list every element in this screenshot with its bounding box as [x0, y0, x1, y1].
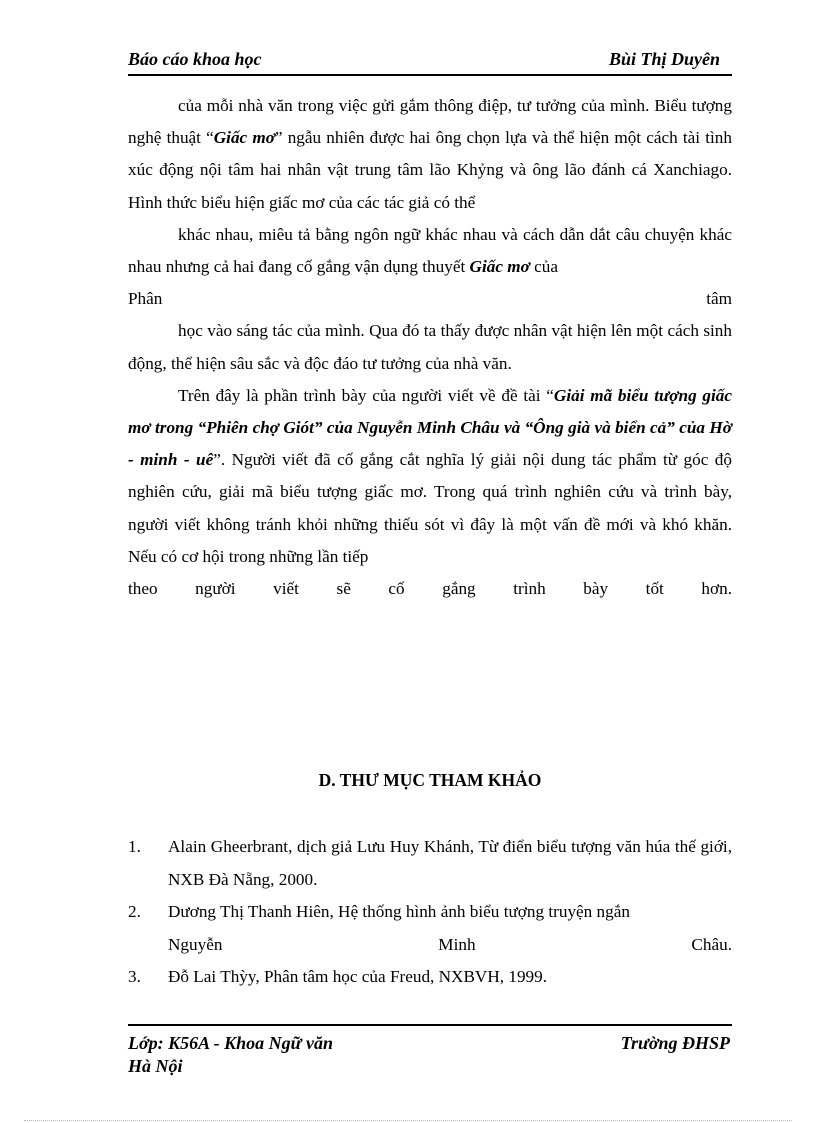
footer-class-line1: Lớp: K56A - Khoa Ngữ văn — [128, 1033, 333, 1053]
paragraph-2 — [128, 219, 732, 283]
reference-text: Alain Gheerbrant, dịch giả Lưu Huy Khánh, Từ điển biểu tượng văn húa thế giới, NXB Đà Nẵng, 2000. — [168, 837, 732, 889]
reference-item-2 — [128, 896, 732, 961]
reference-item-3 — [128, 961, 732, 994]
page-bottom-divider — [24, 1120, 792, 1121]
reference-list — [128, 831, 732, 994]
reference-text-last-line: Nguyễn Minh Châu. — [168, 934, 732, 954]
header-author: Bùi Thị Duyên — [608, 49, 720, 69]
references-heading: D. THƯ MỤC THAM KHẢO — [318, 770, 542, 790]
giac-mo-term-2: Giấc mơ — [469, 257, 530, 277]
paragraph-2-text-a: khác nhau, miêu tả bằng ngôn ngữ khác nhau và cách dẫn dắt câu chuyện khác nhau nhưng cả hai đang cố gắng vận dụng thuyết — [128, 224, 732, 277]
paragraph-1-text-a: Biểu tượng nghệ thuật “ — [128, 96, 732, 148]
reference-number: 3. — [128, 967, 141, 986]
reference-text: Đỗ Lai Thỳy, Phân tâm học của Freud, NXBVH, 1999. — [168, 967, 548, 986]
reference-item-1 — [128, 831, 732, 896]
paragraph-2-last-line: Phân tâm — [128, 289, 732, 309]
reference-number: 1. — [128, 837, 141, 856]
paragraph-1 — [128, 90, 732, 219]
reference-number: 2. — [128, 902, 141, 921]
paragraph-4-last-line: theo người viết sẽ cố gắng trình bày tốt hơn. — [128, 579, 732, 599]
footer-class-line2: Hà Nội — [128, 1056, 183, 1076]
paragraph-4 — [128, 380, 732, 573]
footer-class — [128, 1032, 333, 1078]
paragraph-3: học vào sáng tác của mình. Qua đó ta thấy được nhân vật hiện lên một cách sinh động, thể hiện sâu sắc và độc đáo tư tưởng của nhà văn. — [128, 321, 732, 373]
giac-mo-term: Giấc mơ — [213, 128, 275, 148]
paragraph-1-text-c: ” ngẫu nhiên được hai ông chọn lựa và thể hiện một cách tài tình xúc động nội tâm hai nhân vật trung tâm lão Khỷng và ông lão đánh cá Xanchiago. Hình thức biểu hiện giấc mơ của các tác giả có thể — [128, 128, 732, 212]
reference-text: Dương Thị Thanh Hiên, Hệ thống hình ảnh biểu tượng truyện ngắn — [168, 902, 630, 921]
footer-school: Trường ĐHSP — [620, 1033, 730, 1053]
paragraph-2-text-c: của — [529, 257, 558, 277]
page-footer — [128, 1024, 732, 1076]
topic-title: Giải mã biểu tượng giấc mơ trong “Phiên chợ Giót” của Nguyễn Minh Châu và “Ông già và biển cả” của Hờ - minh - uê — [128, 385, 732, 470]
paragraph-4-text-a: Trên đây là phần trình bày của người viết về đề tài “ — [178, 385, 554, 405]
body-text — [128, 90, 732, 605]
paragraph-1-line1: của mỗi nhà văn trong việc gửi gắm thông điệp, tư tưởng của mình. — [178, 96, 650, 115]
paragraph-4-text-c: ”. Người viết đã cố gắng cắt nghĩa lý giải nội dung tác phẩm từ góc độ nghiên cứu, giải mã biểu tượng giấc mơ. Trong quá trình nghiên cứu và trình bày, người viết không tránh khỏi những thiếu sót vì đây là một vấn đề mới và khó khăn. Nếu có cơ hội trong những lần tiếp — [128, 450, 732, 566]
header-title: Báo cáo khoa học — [128, 49, 262, 69]
page-header — [128, 48, 732, 76]
